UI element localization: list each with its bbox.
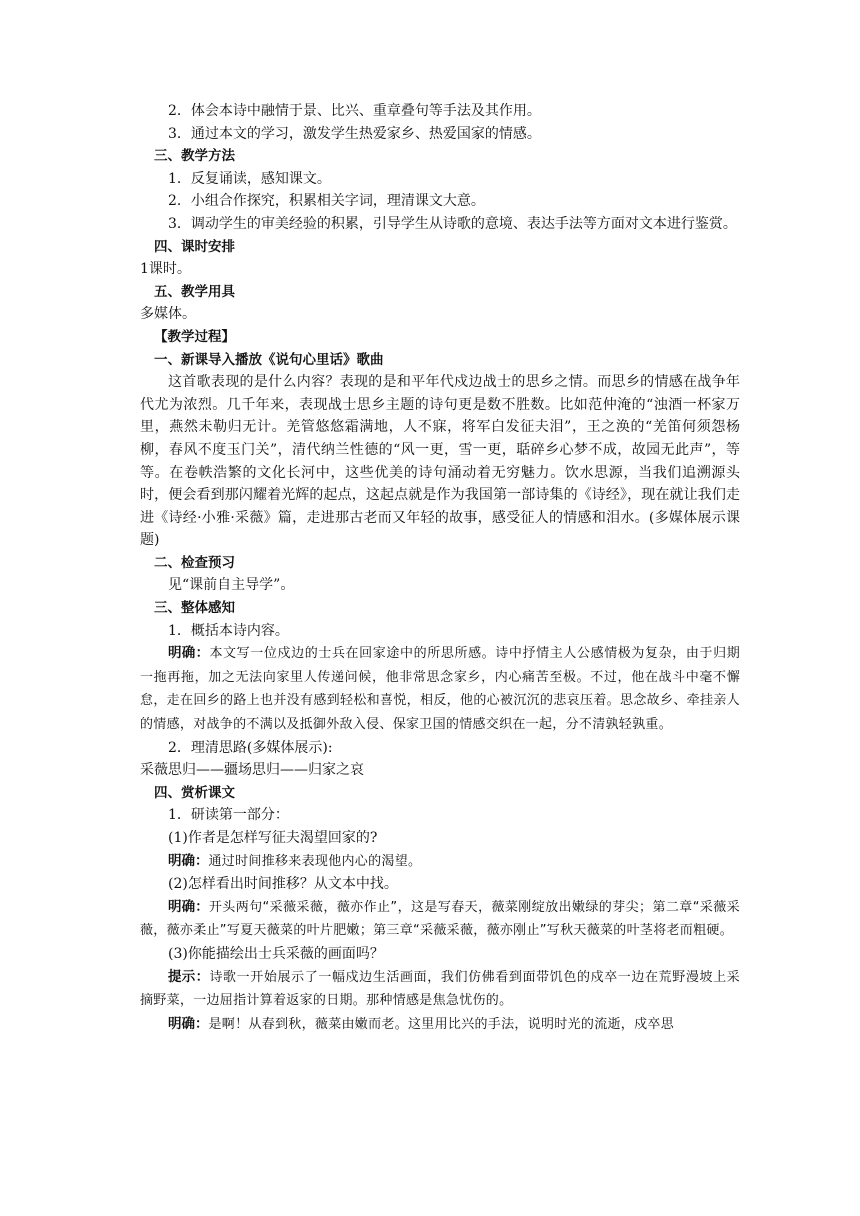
- section-4-answer-1b: [140, 896, 740, 943]
- section-2-heading: 二、检查预习: [154, 554, 235, 571]
- tip-label: 提示：: [168, 968, 210, 985]
- section-4-question-1: 1．研读第一部分：: [168, 807, 289, 824]
- section-4-question-1b: (2)怎样看出时间推移？从文本中找。: [168, 876, 398, 893]
- section-4-tip: [140, 966, 740, 1013]
- schedule-heading: 四、课时安排: [154, 238, 235, 255]
- section-4-question-1a: (1)作者是怎样写征夫渴望回家的?: [168, 830, 378, 846]
- answer-label: 明确：: [168, 645, 210, 662]
- section-3-answer-1: [140, 642, 740, 736]
- answer-label: 明确：: [168, 852, 209, 869]
- document-page: [140, 100, 740, 1036]
- tools-heading: 五、教学用具: [154, 283, 235, 300]
- method-2: 2．小组合作探究，积累相关字词，理清课文大意。: [168, 193, 485, 210]
- schedule-text: 1课时。: [140, 261, 191, 278]
- answer-text: 通过时间推移来表现他内心的渴望。: [208, 853, 422, 869]
- section-4-heading: 四、赏析课文: [154, 784, 235, 801]
- section-3-answer-2: 采薇思归——疆场思归——归家之哀: [140, 762, 364, 779]
- process-heading: 【教学过程】: [154, 328, 235, 345]
- section-4-answer-1c: [140, 1013, 740, 1037]
- answer-label: 明确：: [168, 898, 209, 915]
- section-1-text: 这首歌表现的是什么内容？表现的是和平年代戍边战士的思乡之情。而思乡的情感在战争年代尤为浓烈。几千年来，表现战士思乡主题的诗句更是数不胜数。比如范仲淹的“浊酒一杯家万里，燕然未勒归无计。羌管悠悠霜满地，人不寐，将军白发征夫泪”，王之涣的“羌笛何须怨杨柳，春风不度玉门关”，清代纳兰性德的“风一更，雪一更，聒碎乡心梦不成，故园无此声”，等等。在卷帙浩繁的文化长河中，这些优美的诗句涌动着无穷魅力。饮水思源，当我们追溯源头时，便会看到那闪耀着光辉的起点，这起点就是作为我国第一部诗集的《诗经》，现在就让我们走进《诗经·小雅·采薇》篇，走进那古老而又年轻的故事，感受征人的情感和泪水。(多媒体展示课题): [140, 374, 740, 549]
- method-3: 3．调动学生的审美经验的积累，引导学生从诗歌的意境、表达手法等方面对文本进行鉴赏。: [168, 215, 737, 232]
- answer-text: 是啊！从春到秋，薇菜由嫩而老。这里用比兴的手法，说明时光的流逝，戍卒思: [208, 1016, 675, 1032]
- answer-label: 明确：: [168, 1015, 209, 1032]
- method-1: 1．反复诵读，感知课文。: [168, 170, 331, 187]
- section-3-heading: 三、整体感知: [154, 600, 235, 617]
- answer-text: 开头两句“采薇采薇，薇亦作止”，这是写春天，薇菜刚绽放出嫩绿的芽尖；第二章“采薇采薇，薇亦柔止”写夏天薇菜的叶片肥嫩；第三章“采薇采薇，薇亦刚止”写秋天薇菜的叶茎将老而粗硬。: [140, 899, 741, 939]
- answer-text: 本文写一位戍边的士兵在回家途中的所思所感。诗中抒情主人公感情极为复杂，由于归期一拖再拖，加之无法向家里人传递问候，他非常思念家乡，内心痛苦至极。不过，他在战斗中毫不懈怠，走在回乡的路上也并没有感到轻松和喜悦，相反，他的心被沉沉的悲哀压着。思念故乡、牵挂亲人的情感，对战争的不满以及抵御外敌入侵、保家卫国的情感交织在一起，分不清孰轻孰重。: [140, 646, 740, 733]
- section-4-question-1c: (3)你能描绘出士兵采薇的画面吗？: [168, 945, 384, 962]
- section-4-answer-1a: [140, 850, 740, 874]
- section-3-question-2: 2．理清思路(多媒体展示):: [168, 739, 333, 756]
- section-3-question-1: 1．概括本诗内容。: [168, 622, 289, 639]
- tip-text: 诗歌一开始展示了一幅戍边生活画面，我们仿佛看到面带饥色的戍卒一边在荒野漫坡上采摘野菜，一边屈指计算着返家的日期。那种情感是焦急忧伤的。: [140, 969, 740, 1009]
- section-1-heading: 一、新课导入播放《说句心里话》歌曲: [154, 351, 384, 368]
- section-2-text: 见“课前自主导学”。: [168, 577, 295, 594]
- tools-text: 多媒体。: [140, 306, 196, 323]
- methods-heading: 三、教学方法: [154, 148, 235, 165]
- goal-3: 3．通过本文的学习，激发学生热爱家乡、热爱国家的情感。: [168, 125, 541, 142]
- goal-2: 2．体会本诗中融情于景、比兴、重章叠句等手法及其作用。: [168, 103, 541, 119]
